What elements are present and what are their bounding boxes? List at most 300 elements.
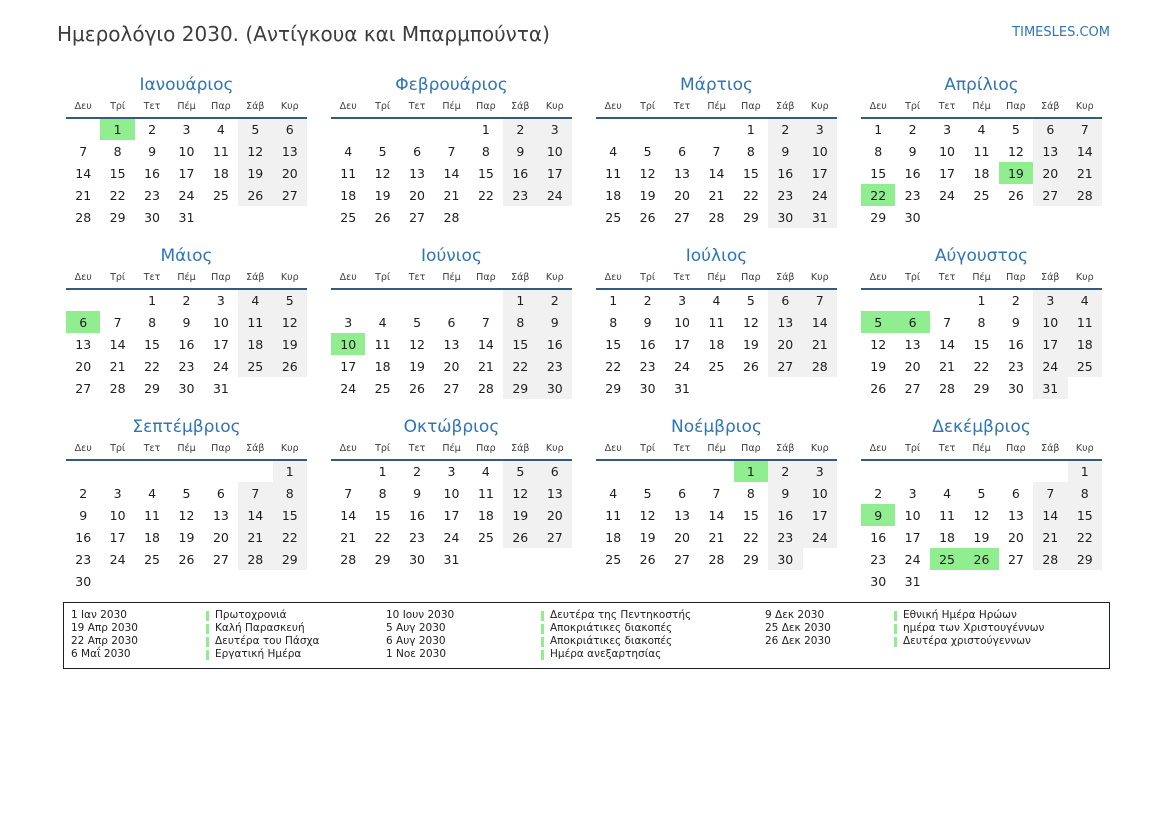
day-cell: 28 xyxy=(477,380,494,396)
month-november xyxy=(596,416,837,570)
empty-cell xyxy=(434,118,468,140)
day-cell: 3 xyxy=(447,464,456,479)
day-cell: 5 xyxy=(413,314,422,330)
day-cell: 7 xyxy=(1068,118,1102,140)
day-cell: 5 xyxy=(238,118,272,140)
day-cell: 28 xyxy=(1068,184,1102,206)
empty-cell xyxy=(100,289,134,311)
weekday-header: Τετ xyxy=(938,101,956,112)
day-cell: 24 xyxy=(443,529,460,545)
day-cell: 15 xyxy=(605,336,622,352)
weekday-header: Κυρ xyxy=(280,101,299,112)
day-cell: 29 xyxy=(742,209,759,225)
legend-group xyxy=(71,609,386,661)
weekday-header: Δευ xyxy=(339,443,357,454)
weekday-header: Τρί xyxy=(110,101,126,112)
day-cell: 27 xyxy=(409,209,425,225)
day-cell: 28 xyxy=(238,548,272,570)
holiday-day-cell: 25 xyxy=(930,548,964,570)
day-cell: 25 xyxy=(477,529,494,545)
empty-cell xyxy=(1068,206,1102,228)
day-cell: 7 xyxy=(712,485,721,501)
day-cell: 27 xyxy=(768,355,802,377)
day-cell: 27 xyxy=(75,380,92,396)
empty-cell xyxy=(895,460,929,482)
day-cell: 5 xyxy=(182,485,191,501)
empty-cell xyxy=(204,206,238,228)
day-cell: 26 xyxy=(639,209,656,225)
holiday-date: 19 Απρ 2030 xyxy=(71,622,138,634)
weekday-header: Σάβ xyxy=(246,443,265,454)
empty-cell xyxy=(135,570,169,592)
day-cell: 15 xyxy=(109,165,126,181)
empty-cell xyxy=(273,206,307,228)
day-cell: 28 xyxy=(1033,548,1067,570)
day-cell: 24 xyxy=(939,187,955,203)
day-cell: 16 xyxy=(178,336,195,352)
day-cell: 29 xyxy=(374,551,391,567)
empty-cell xyxy=(803,548,837,570)
weekday-header: Δευ xyxy=(869,443,887,454)
day-cell: 31 xyxy=(674,380,690,396)
day-cell: 15 xyxy=(477,165,494,181)
day-cell: 6 xyxy=(1033,118,1067,140)
day-cell: 1 xyxy=(874,122,883,137)
day-cell: 18 xyxy=(605,187,622,203)
day-cell: 7 xyxy=(238,482,272,504)
holiday-marker-icon xyxy=(206,637,209,647)
day-cell: 11 xyxy=(973,143,990,159)
month-title: Αύγουστος xyxy=(934,246,1029,266)
day-cell: 26 xyxy=(1007,187,1024,203)
day-cell: 12 xyxy=(273,311,307,333)
day-cell: 26 xyxy=(273,355,307,377)
month-title: Οκτώβριος xyxy=(403,417,500,437)
empty-cell xyxy=(66,289,100,311)
weekday-header: Κυρ xyxy=(545,101,564,112)
day-cell: 24 xyxy=(803,526,837,548)
day-cell: 16 xyxy=(144,165,160,181)
holiday-date: 1 Νοε 2030 xyxy=(386,648,447,660)
day-cell: 6 xyxy=(273,118,307,140)
day-cell: 23 xyxy=(178,358,195,374)
day-cell: 17 xyxy=(538,162,572,184)
day-cell: 21 xyxy=(708,187,725,203)
month-table xyxy=(331,101,572,228)
month-title: Ιούνιος xyxy=(421,246,482,266)
day-cell: 15 xyxy=(870,165,887,181)
weekday-header: Κυρ xyxy=(545,272,564,283)
empty-cell xyxy=(999,570,1033,592)
weekday-header: Τρί xyxy=(640,101,656,112)
day-cell: 31 xyxy=(212,380,229,396)
day-cell: 6 xyxy=(216,485,225,501)
weekday-header: Σάβ xyxy=(1041,101,1060,112)
holiday-day-cell: 22 xyxy=(861,184,895,206)
weekday-header: Σάβ xyxy=(1041,272,1060,283)
day-cell: 19 xyxy=(973,529,990,545)
weekday-header: Πέμ xyxy=(442,443,461,454)
weekday-header: Τετ xyxy=(408,272,426,283)
day-cell: 8 xyxy=(874,143,883,159)
day-cell: 30 xyxy=(144,209,160,225)
day-cell: 22 xyxy=(273,526,307,548)
empty-cell xyxy=(238,377,272,399)
day-cell: 16 xyxy=(904,165,921,181)
day-cell: 2 xyxy=(182,293,191,308)
day-cell: 29 xyxy=(973,380,990,396)
day-cell: 23 xyxy=(409,529,425,545)
day-cell: 3 xyxy=(803,118,837,140)
month-table xyxy=(66,272,307,399)
day-cell: 24 xyxy=(178,187,195,203)
day-cell: 19 xyxy=(503,504,537,526)
day-cell: 13 xyxy=(674,165,690,181)
day-cell: 12 xyxy=(238,140,272,162)
day-cell: 9 xyxy=(79,507,88,523)
month-july xyxy=(596,245,837,399)
day-cell: 10 xyxy=(109,507,126,523)
month-table xyxy=(861,443,1102,592)
holiday-marker-icon xyxy=(206,650,209,660)
day-cell: 13 xyxy=(273,140,307,162)
month-title: Μάρτιος xyxy=(679,75,754,95)
day-cell: 21 xyxy=(443,187,460,203)
holiday-name-text: Πρωτοχρονιά xyxy=(215,609,287,621)
day-cell: 29 xyxy=(503,377,537,399)
weekday-header: Δευ xyxy=(74,443,92,454)
weekday-header: Πέμ xyxy=(177,443,196,454)
day-cell: 26 xyxy=(870,380,887,396)
empty-cell xyxy=(630,118,664,140)
day-cell: 23 xyxy=(1007,358,1024,374)
holiday-name xyxy=(541,635,765,648)
day-cell: 24 xyxy=(674,358,690,374)
day-cell: 14 xyxy=(708,165,725,181)
day-cell: 8 xyxy=(481,143,490,159)
month-title: Νοέμβριος xyxy=(671,417,762,437)
day-cell: 2 xyxy=(874,485,883,501)
weekday-header: Παρ xyxy=(211,272,231,283)
day-cell: 27 xyxy=(674,209,690,225)
day-cell: 12 xyxy=(503,482,537,504)
day-cell: 1 xyxy=(1068,460,1102,482)
holiday-date: 25 Δεκ 2030 xyxy=(765,622,831,634)
day-cell: 14 xyxy=(340,507,357,523)
empty-cell xyxy=(699,118,733,140)
day-cell: 11 xyxy=(238,311,272,333)
weekday-header: Πέμ xyxy=(177,101,196,112)
day-cell: 17 xyxy=(904,529,921,545)
day-cell: 4 xyxy=(344,143,353,159)
weekday-header: Παρ xyxy=(1006,272,1026,283)
day-cell: 14 xyxy=(939,336,955,352)
day-cell: 23 xyxy=(144,187,160,203)
weekday-header: Τετ xyxy=(143,101,161,112)
day-cell: 20 xyxy=(443,358,460,374)
holiday-date: 22 Απρ 2030 xyxy=(71,635,138,647)
empty-cell xyxy=(1068,570,1102,592)
weekday-header: Κυρ xyxy=(280,272,299,283)
day-cell: 13 xyxy=(443,336,460,352)
day-cell: 14 xyxy=(75,165,92,181)
day-cell: 12 xyxy=(742,314,759,330)
weekday-header: Σάβ xyxy=(776,443,795,454)
weekday-header: Πέμ xyxy=(707,443,726,454)
weekday-header: Τρί xyxy=(375,272,391,283)
day-cell: 8 xyxy=(1068,482,1102,504)
day-cell: 28 xyxy=(803,355,837,377)
day-cell: 1 xyxy=(273,460,307,482)
weekday-header: Σάβ xyxy=(776,272,795,283)
day-cell: 27 xyxy=(443,380,460,396)
holiday-day-cell: 5 xyxy=(861,311,895,333)
day-cell: 25 xyxy=(1068,355,1102,377)
month-title: Ιούλιος xyxy=(685,246,748,266)
day-cell: 30 xyxy=(409,551,425,567)
day-cell: 14 xyxy=(1068,140,1102,162)
empty-cell xyxy=(1033,460,1067,482)
day-cell: 9 xyxy=(768,140,802,162)
day-cell: 19 xyxy=(870,358,887,374)
day-cell: 5 xyxy=(378,143,387,159)
day-cell: 22 xyxy=(973,358,990,374)
day-cell: 17 xyxy=(212,336,229,352)
day-cell: 30 xyxy=(538,377,572,399)
empty-cell xyxy=(238,460,272,482)
day-cell: 21 xyxy=(939,358,955,374)
day-cell: 3 xyxy=(803,460,837,482)
day-cell: 27 xyxy=(538,526,572,548)
day-cell: 5 xyxy=(746,293,755,308)
day-cell: 29 xyxy=(742,551,759,567)
holiday-date: 26 Δεκ 2030 xyxy=(765,635,831,647)
day-cell: 4 xyxy=(977,122,986,137)
day-cell: 3 xyxy=(678,293,687,308)
day-cell: 18 xyxy=(212,165,229,181)
day-cell: 15 xyxy=(374,507,391,523)
weekday-header: Πέμ xyxy=(177,272,196,283)
day-cell: 19 xyxy=(639,529,656,545)
empty-cell xyxy=(699,377,733,399)
month-february xyxy=(331,74,572,228)
weekday-header: Δευ xyxy=(604,443,622,454)
weekday-header: Κυρ xyxy=(810,101,829,112)
empty-cell xyxy=(503,206,537,228)
day-cell: 28 xyxy=(443,209,460,225)
day-cell: 14 xyxy=(477,336,494,352)
holiday-name xyxy=(541,622,765,635)
day-cell: 17 xyxy=(178,165,195,181)
brand-link[interactable]: TIMESLES.COM xyxy=(1012,25,1110,40)
empty-cell xyxy=(930,206,964,228)
day-cell: 2 xyxy=(413,464,422,479)
month-table xyxy=(66,101,307,228)
day-cell: 14 xyxy=(1033,504,1067,526)
day-cell: 20 xyxy=(75,358,92,374)
empty-cell xyxy=(238,570,272,592)
day-cell: 17 xyxy=(803,504,837,526)
day-cell: 17 xyxy=(939,165,955,181)
day-cell: 3 xyxy=(1033,289,1067,311)
weekday-header: Κυρ xyxy=(810,272,829,283)
weekday-header: Τρί xyxy=(905,101,921,112)
holiday-marker-icon xyxy=(541,624,544,634)
weekday-header: Τρί xyxy=(110,443,126,454)
weekday-header: Κυρ xyxy=(1075,443,1094,454)
day-cell: 5 xyxy=(273,289,307,311)
day-cell: 20 xyxy=(1007,529,1024,545)
empty-cell xyxy=(503,548,537,570)
weekday-header: Σάβ xyxy=(776,101,795,112)
weekday-header: Σάβ xyxy=(246,272,265,283)
day-cell: 2 xyxy=(1011,293,1020,308)
day-cell: 15 xyxy=(742,165,759,181)
empty-cell xyxy=(204,570,238,592)
empty-cell xyxy=(66,118,100,140)
weekday-header: Παρ xyxy=(211,101,231,112)
month-table xyxy=(861,272,1102,399)
holiday-date: 9 Δεκ 2030 xyxy=(765,609,825,621)
holiday-marker-icon xyxy=(206,624,209,634)
day-cell: 1 xyxy=(609,293,618,308)
day-cell: 20 xyxy=(904,358,921,374)
weekday-header: Τετ xyxy=(143,443,161,454)
empty-cell xyxy=(734,377,768,399)
empty-cell xyxy=(699,460,733,482)
holiday-marker-icon xyxy=(206,611,209,621)
month-table xyxy=(596,272,837,399)
day-cell: 19 xyxy=(409,358,425,374)
day-cell: 15 xyxy=(503,333,537,355)
day-cell: 20 xyxy=(674,187,690,203)
day-cell: 7 xyxy=(481,314,490,330)
day-cell: 26 xyxy=(238,184,272,206)
day-cell: 26 xyxy=(742,358,759,374)
day-cell: 26 xyxy=(503,526,537,548)
holiday-name-text: Αποκριάτικες διακοπές xyxy=(550,635,673,647)
day-cell: 19 xyxy=(238,162,272,184)
day-cell: 20 xyxy=(273,162,307,184)
day-cell: 18 xyxy=(973,165,990,181)
day-cell: 15 xyxy=(973,336,990,352)
day-cell: 21 xyxy=(803,333,837,355)
holiday-name xyxy=(894,635,1044,648)
weekday-header: Παρ xyxy=(476,443,496,454)
holiday-name-text: Καλή Παρασκευή xyxy=(215,622,305,634)
day-cell: 11 xyxy=(477,485,494,501)
day-cell: 13 xyxy=(1007,507,1024,523)
day-cell: 7 xyxy=(447,143,456,159)
empty-cell xyxy=(964,460,998,482)
day-cell: 11 xyxy=(144,507,160,523)
day-cell: 2 xyxy=(908,122,917,137)
day-cell: 25 xyxy=(973,187,990,203)
day-cell: 30 xyxy=(904,209,921,225)
day-cell: 21 xyxy=(708,529,725,545)
calendar-grid xyxy=(66,74,1169,592)
day-cell: 1 xyxy=(148,293,157,308)
empty-cell xyxy=(861,289,895,311)
day-cell: 14 xyxy=(708,507,725,523)
day-cell: 14 xyxy=(238,504,272,526)
day-cell: 29 xyxy=(273,548,307,570)
day-cell: 13 xyxy=(409,165,425,181)
day-cell: 11 xyxy=(340,165,357,181)
day-cell: 9 xyxy=(413,485,422,501)
weekday-header: Κυρ xyxy=(810,443,829,454)
day-cell: 6 xyxy=(768,289,802,311)
day-cell: 7 xyxy=(943,314,952,330)
empty-cell xyxy=(331,118,365,140)
day-cell: 17 xyxy=(803,162,837,184)
empty-cell xyxy=(400,118,434,140)
weekday-header: Τρί xyxy=(375,101,391,112)
day-cell: 6 xyxy=(413,143,422,159)
day-cell: 23 xyxy=(503,184,537,206)
day-cell: 8 xyxy=(977,314,986,330)
day-cell: 23 xyxy=(639,358,656,374)
holiday-name-text: Ημέρα ανεξαρτησίας xyxy=(550,648,662,660)
day-cell: 27 xyxy=(674,551,690,567)
day-cell: 5 xyxy=(503,460,537,482)
day-cell: 11 xyxy=(605,165,622,181)
empty-cell xyxy=(135,460,169,482)
day-cell: 7 xyxy=(1033,482,1067,504)
day-cell: 16 xyxy=(1007,336,1024,352)
weekday-header: Τρί xyxy=(375,443,391,454)
day-cell: 15 xyxy=(1068,504,1102,526)
weekday-header: Σάβ xyxy=(1041,443,1060,454)
day-cell: 28 xyxy=(708,209,725,225)
day-cell: 20 xyxy=(212,529,229,545)
weekday-header: Πέμ xyxy=(442,272,461,283)
weekday-header: Τετ xyxy=(938,443,956,454)
month-august xyxy=(861,245,1102,399)
holiday-day-cell: 9 xyxy=(861,504,895,526)
month-table xyxy=(331,443,572,570)
weekday-header: Πέμ xyxy=(972,443,991,454)
empty-cell xyxy=(1068,377,1102,399)
empty-cell xyxy=(861,460,895,482)
day-cell: 5 xyxy=(977,485,986,501)
holiday-day-cell: 1 xyxy=(734,460,768,482)
day-cell: 10 xyxy=(538,140,572,162)
day-cell: 2 xyxy=(148,122,157,137)
holiday-date: 6 Αυγ 2030 xyxy=(386,635,446,647)
day-cell: 28 xyxy=(939,380,955,396)
day-cell: 13 xyxy=(904,336,921,352)
day-cell: 25 xyxy=(144,551,160,567)
month-march xyxy=(596,74,837,228)
empty-cell xyxy=(469,548,503,570)
empty-cell xyxy=(999,460,1033,482)
day-cell: 30 xyxy=(639,380,656,396)
day-cell: 4 xyxy=(943,485,952,501)
weekday-header: Παρ xyxy=(741,272,761,283)
empty-cell xyxy=(66,460,100,482)
day-cell: 21 xyxy=(1033,526,1067,548)
day-cell: 19 xyxy=(374,187,391,203)
day-cell: 8 xyxy=(378,485,387,501)
empty-cell xyxy=(596,460,630,482)
day-cell: 22 xyxy=(144,358,160,374)
month-may xyxy=(66,245,307,399)
day-cell: 13 xyxy=(75,336,92,352)
holiday-name xyxy=(206,622,386,635)
day-cell: 27 xyxy=(273,184,307,206)
day-cell: 26 xyxy=(409,380,425,396)
